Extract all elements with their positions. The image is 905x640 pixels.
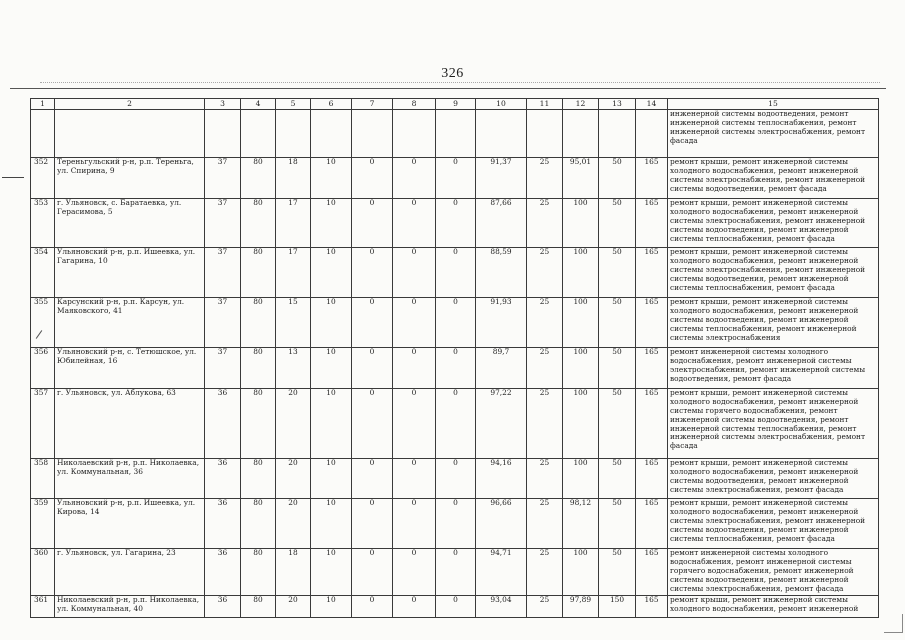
empty-cell bbox=[476, 110, 527, 158]
value-cell: 80 bbox=[241, 459, 276, 499]
value-cell: 80 bbox=[241, 199, 276, 248]
value-cell: 0 bbox=[352, 248, 393, 298]
column-number: 15 bbox=[668, 99, 879, 110]
value-cell: 25 bbox=[527, 348, 563, 389]
value-cell: 165 bbox=[636, 298, 668, 348]
value-cell: 0 bbox=[393, 248, 436, 298]
value-cell: 36 bbox=[205, 459, 241, 499]
value-cell: 0 bbox=[436, 199, 476, 248]
value-cell: 91,37 bbox=[476, 158, 527, 199]
row-number-cell: 359 bbox=[31, 499, 55, 549]
column-number: 8 bbox=[393, 99, 436, 110]
value-cell: 17 bbox=[276, 248, 311, 298]
value-cell: 0 bbox=[393, 348, 436, 389]
value-cell: 25 bbox=[527, 459, 563, 499]
row-number-cell: 354 bbox=[31, 248, 55, 298]
table-row bbox=[31, 596, 879, 618]
value-cell: 37 bbox=[205, 248, 241, 298]
value-cell: 0 bbox=[352, 596, 393, 618]
value-cell: 80 bbox=[241, 596, 276, 618]
row-number-cell: 355 bbox=[31, 298, 55, 348]
page-number: 326 bbox=[441, 66, 464, 81]
value-cell: 100 bbox=[563, 459, 599, 499]
table-row bbox=[31, 248, 879, 298]
column-number: 3 bbox=[205, 99, 241, 110]
value-cell: 36 bbox=[205, 499, 241, 549]
value-cell: 20 bbox=[276, 499, 311, 549]
buildings-table bbox=[30, 98, 879, 618]
works-cell: ремонт крыши, ремонт инженерной системы холодного водоснабжения, ремонт инженерной системы водоотведения, ремонт инженерной системы электроснабжения, ремонт фасада bbox=[668, 459, 879, 499]
column-number: 6 bbox=[311, 99, 352, 110]
column-number: 11 bbox=[527, 99, 563, 110]
address-cell: Ульяновский р-н, р.п. Ишеевка, ул. Гагарина, 10 bbox=[55, 248, 205, 298]
value-cell: 0 bbox=[352, 199, 393, 248]
value-cell: 20 bbox=[276, 389, 311, 459]
value-cell: 10 bbox=[311, 248, 352, 298]
value-cell: 0 bbox=[436, 596, 476, 618]
works-cell: ремонт крыши, ремонт инженерной системы холодного водоснабжения, ремонт инженерной системы горячего водоснабжения, ремонт инженерной системы водоотведения, ремонт инженерной системы теплоснабжения, ремонт инженерной системы электроснабжения, ремонт фасада bbox=[668, 389, 879, 459]
value-cell: 88,59 bbox=[476, 248, 527, 298]
value-cell: 0 bbox=[393, 158, 436, 199]
address-cell: Ульяновский р-н, р.п. Ишеевка, ул. Кирова, 14 bbox=[55, 499, 205, 549]
value-cell: 25 bbox=[527, 158, 563, 199]
value-cell: 100 bbox=[563, 199, 599, 248]
empty-cell bbox=[636, 110, 668, 158]
value-cell: 25 bbox=[527, 298, 563, 348]
table-row bbox=[31, 499, 879, 549]
value-cell: 80 bbox=[241, 158, 276, 199]
value-cell: 93,04 bbox=[476, 596, 527, 618]
value-cell: 165 bbox=[636, 549, 668, 596]
works-cell: ремонт крыши, ремонт инженерной системы холодного водоснабжения, ремонт инженерной системы электроснабжения, ремонт инженерной системы водоотведения, ремонт инженерной системы теплоснабжения, ремонт фасада bbox=[668, 199, 879, 248]
value-cell: 10 bbox=[311, 596, 352, 618]
address-cell: г. Ульяновск, с. Баратаевка, ул. Герасимова, 5 bbox=[55, 199, 205, 248]
value-cell: 25 bbox=[527, 549, 563, 596]
value-cell: 0 bbox=[393, 596, 436, 618]
works-cell: инженерной системы водоотведения, ремонт инженерной системы теплоснабжения, ремонт инженерной системы электроснабжения, ремонт фасада bbox=[668, 110, 879, 158]
value-cell: 18 bbox=[276, 158, 311, 199]
empty-cell bbox=[276, 110, 311, 158]
empty-cell bbox=[599, 110, 636, 158]
address-cell: г. Ульяновск, ул. Аблукова, 63 bbox=[55, 389, 205, 459]
empty-cell bbox=[311, 110, 352, 158]
empty-cell bbox=[527, 110, 563, 158]
value-cell: 10 bbox=[311, 389, 352, 459]
value-cell: 25 bbox=[527, 248, 563, 298]
column-number: 4 bbox=[241, 99, 276, 110]
row-number-cell: 356 bbox=[31, 348, 55, 389]
value-cell: 10 bbox=[311, 348, 352, 389]
row-number-cell: 361 bbox=[31, 596, 55, 618]
value-cell: 100 bbox=[563, 248, 599, 298]
value-cell: 0 bbox=[436, 459, 476, 499]
value-cell: 25 bbox=[527, 499, 563, 549]
value-cell: 0 bbox=[436, 499, 476, 549]
value-cell: 25 bbox=[527, 199, 563, 248]
value-cell: 165 bbox=[636, 248, 668, 298]
works-cell: ремонт инженерной системы холодного водоснабжения, ремонт инженерной системы электроснабжения, ремонт инженерной системы водоотведения, ремонт фасада bbox=[668, 348, 879, 389]
table-row bbox=[31, 298, 879, 348]
row-number-cell: 353 bbox=[31, 199, 55, 248]
column-number-row bbox=[31, 99, 879, 110]
empty-cell bbox=[393, 110, 436, 158]
value-cell: 50 bbox=[599, 248, 636, 298]
column-number: 7 bbox=[352, 99, 393, 110]
value-cell: 25 bbox=[527, 596, 563, 618]
value-cell: 165 bbox=[636, 158, 668, 199]
value-cell: 20 bbox=[276, 459, 311, 499]
row-number-cell: 358 bbox=[31, 459, 55, 499]
value-cell: 0 bbox=[436, 158, 476, 199]
value-cell: 0 bbox=[352, 298, 393, 348]
value-cell: 25 bbox=[527, 389, 563, 459]
value-cell: 50 bbox=[599, 459, 636, 499]
value-cell: 0 bbox=[393, 549, 436, 596]
value-cell: 10 bbox=[311, 199, 352, 248]
value-cell: 165 bbox=[636, 199, 668, 248]
column-number: 2 bbox=[55, 99, 205, 110]
value-cell: 50 bbox=[599, 298, 636, 348]
empty-cell bbox=[563, 110, 599, 158]
column-number: 14 bbox=[636, 99, 668, 110]
value-cell: 13 bbox=[276, 348, 311, 389]
value-cell: 91,93 bbox=[476, 298, 527, 348]
value-cell: 165 bbox=[636, 389, 668, 459]
value-cell: 100 bbox=[563, 348, 599, 389]
value-cell: 50 bbox=[599, 549, 636, 596]
value-cell: 165 bbox=[636, 348, 668, 389]
value-cell: 37 bbox=[205, 199, 241, 248]
value-cell: 80 bbox=[241, 499, 276, 549]
value-cell: 100 bbox=[563, 298, 599, 348]
value-cell: 0 bbox=[393, 459, 436, 499]
empty-cell bbox=[436, 110, 476, 158]
value-cell: 37 bbox=[205, 158, 241, 199]
value-cell: 100 bbox=[563, 389, 599, 459]
value-cell: 0 bbox=[393, 389, 436, 459]
works-cell: ремонт крыши, ремонт инженерной системы холодного водоснабжения, ремонт инженерной bbox=[668, 596, 879, 618]
column-number: 10 bbox=[476, 99, 527, 110]
value-cell: 96,66 bbox=[476, 499, 527, 549]
table-row bbox=[31, 158, 879, 199]
value-cell: 97,89 bbox=[563, 596, 599, 618]
value-cell: 50 bbox=[599, 389, 636, 459]
value-cell: 36 bbox=[205, 596, 241, 618]
value-cell: 98,12 bbox=[563, 499, 599, 549]
value-cell: 20 bbox=[276, 596, 311, 618]
value-cell: 0 bbox=[393, 199, 436, 248]
value-cell: 0 bbox=[436, 248, 476, 298]
value-cell: 50 bbox=[599, 158, 636, 199]
value-cell: 97,22 bbox=[476, 389, 527, 459]
address-cell: Ульяновский р-н, с. Тетюшское, ул. Юбилейная, 16 bbox=[55, 348, 205, 389]
value-cell: 0 bbox=[352, 549, 393, 596]
value-cell: 36 bbox=[205, 389, 241, 459]
value-cell: 165 bbox=[636, 459, 668, 499]
value-cell: 0 bbox=[352, 158, 393, 199]
value-cell: 94,71 bbox=[476, 549, 527, 596]
column-number: 1 bbox=[31, 99, 55, 110]
value-cell: 18 bbox=[276, 549, 311, 596]
corner-mark bbox=[884, 614, 903, 633]
value-cell: 0 bbox=[393, 499, 436, 549]
empty-cell bbox=[55, 110, 205, 158]
value-cell: 10 bbox=[311, 298, 352, 348]
column-number: 9 bbox=[436, 99, 476, 110]
column-number: 13 bbox=[599, 99, 636, 110]
value-cell: 10 bbox=[311, 549, 352, 596]
empty-cell bbox=[352, 110, 393, 158]
table-row bbox=[31, 348, 879, 389]
value-cell: 0 bbox=[352, 499, 393, 549]
value-cell: 95,01 bbox=[563, 158, 599, 199]
works-cell: ремонт крыши, ремонт инженерной системы холодного водоснабжения, ремонт инженерной системы электроснабжения, ремонт инженерной системы водоотведения, ремонт инженерной системы теплоснабжения, ремонт фасада bbox=[668, 248, 879, 298]
value-cell: 15 bbox=[276, 298, 311, 348]
value-cell: 50 bbox=[599, 348, 636, 389]
table-row bbox=[31, 199, 879, 248]
works-cell: ремонт инженерной системы холодного водоснабжения, ремонт инженерной системы горячего водоснабжения, ремонт инженерной системы водоотведения, ремонт инженерной системы электроснабжения, ремонт фасада bbox=[668, 549, 879, 596]
works-cell: ремонт крыши, ремонт инженерной системы холодного водоснабжения, ремонт инженерной системы электроснабжения, ремонт инженерной системы водоотведения, ремонт фасада bbox=[668, 158, 879, 199]
works-cell: ремонт крыши, ремонт инженерной системы холодного водоснабжения, ремонт инженерной системы электроснабжения, ремонт инженерной системы водоотведения, ремонт инженерной системы теплоснабжения, ремонт фасада bbox=[668, 499, 879, 549]
value-cell: 50 bbox=[599, 199, 636, 248]
works-cell: ремонт крыши, ремонт инженерной системы холодного водоснабжения, ремонт инженерной системы водоотведения, ремонт инженерной системы теплоснабжения, ремонт инженерной системы электроснабжения bbox=[668, 298, 879, 348]
table-row bbox=[31, 549, 879, 596]
table-row bbox=[31, 389, 879, 459]
address-cell: Тереньгульский р-н, р.п. Тереньга, ул. Спирина, 9 bbox=[55, 158, 205, 199]
value-cell: 10 bbox=[311, 459, 352, 499]
column-number: 5 bbox=[276, 99, 311, 110]
value-cell: 0 bbox=[352, 389, 393, 459]
empty-cell bbox=[31, 110, 55, 158]
value-cell: 80 bbox=[241, 348, 276, 389]
value-cell: 50 bbox=[599, 499, 636, 549]
value-cell: 37 bbox=[205, 348, 241, 389]
address-cell: Николаевский р-н, р.п. Николаевка, ул. Коммунальная, 40 bbox=[55, 596, 205, 618]
value-cell: 100 bbox=[563, 549, 599, 596]
value-cell: 10 bbox=[311, 158, 352, 199]
value-cell: 80 bbox=[241, 248, 276, 298]
empty-cell bbox=[205, 110, 241, 158]
value-cell: 80 bbox=[241, 298, 276, 348]
value-cell: 0 bbox=[393, 298, 436, 348]
value-cell: 87,66 bbox=[476, 199, 527, 248]
address-cell: г. Ульяновск, ул. Гагарина, 23 bbox=[55, 549, 205, 596]
value-cell: 10 bbox=[311, 499, 352, 549]
margin-mark bbox=[2, 177, 24, 178]
continuation-row bbox=[31, 110, 879, 158]
empty-cell bbox=[241, 110, 276, 158]
value-cell: 165 bbox=[636, 596, 668, 618]
value-cell: 80 bbox=[241, 549, 276, 596]
value-cell: 0 bbox=[352, 459, 393, 499]
value-cell: 0 bbox=[436, 298, 476, 348]
column-number: 12 bbox=[563, 99, 599, 110]
row-number-cell: 360 bbox=[31, 549, 55, 596]
row-number-cell: 352 bbox=[31, 158, 55, 199]
top-rule bbox=[10, 88, 886, 89]
address-cell: Николаевский р-н, р.п. Николаевка, ул. Коммунальная, 36 bbox=[55, 459, 205, 499]
value-cell: 94,16 bbox=[476, 459, 527, 499]
value-cell: 0 bbox=[436, 348, 476, 389]
value-cell: 37 bbox=[205, 298, 241, 348]
value-cell: 80 bbox=[241, 389, 276, 459]
value-cell: 17 bbox=[276, 199, 311, 248]
row-number-cell: 357 bbox=[31, 389, 55, 459]
value-cell: 0 bbox=[436, 549, 476, 596]
top-dotted-rule bbox=[40, 82, 880, 83]
value-cell: 89,7 bbox=[476, 348, 527, 389]
value-cell: 165 bbox=[636, 499, 668, 549]
value-cell: 150 bbox=[599, 596, 636, 618]
value-cell: 0 bbox=[352, 348, 393, 389]
value-cell: 0 bbox=[436, 389, 476, 459]
table-row bbox=[31, 459, 879, 499]
address-cell: Карсунский р-н, р.п. Карсун, ул. Маяковского, 41 bbox=[55, 298, 205, 348]
value-cell: 36 bbox=[205, 549, 241, 596]
